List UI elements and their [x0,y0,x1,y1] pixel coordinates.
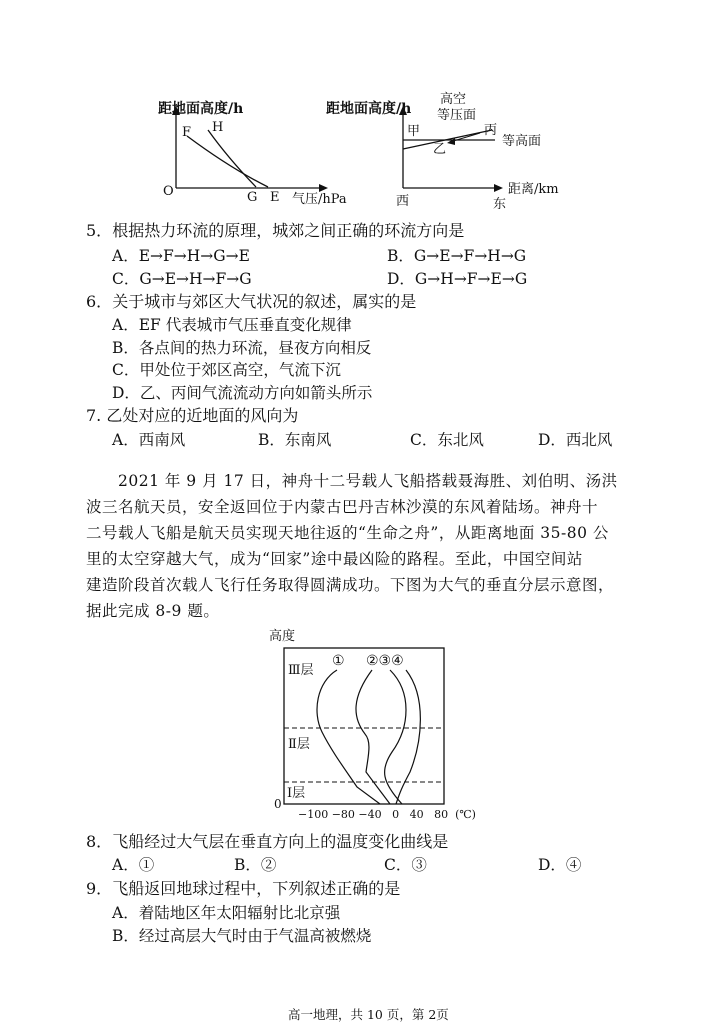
fig1-right-y-label: 距地面高度/h [326,101,412,117]
label-contour: 等高面 [502,134,542,149]
curve-234-label: ②③④ [366,653,404,669]
point-bing: 丙 [484,123,498,138]
q6-number: 6． [86,292,113,311]
point-e: E [270,190,280,205]
layer-3-label: Ⅲ层 [288,663,314,678]
label-high-altitude: 高空 [440,92,467,107]
label-isobar: 等压面 [437,108,477,123]
q7-option-c: C．东北风 [410,431,484,449]
q6-option-c: C．甲处位于郊区高空，气流下沉 [112,361,341,379]
layer-2-label: Ⅱ层 [288,737,310,752]
layer-1-label: Ⅰ层 [287,786,306,801]
fig1-right-x-label: 距离/km [508,182,559,197]
fig2-x-ticks: −100 −80 −40 0 40 80 (℃) [298,808,476,821]
fig1-left-y-label: 距地面高度/h [158,101,244,117]
question-9 [86,876,400,899]
point-f: F [182,125,192,140]
fig2-origin: 0 [274,797,282,811]
q7-option-d: D．西北风 [538,431,613,449]
question-7 [86,403,298,426]
q5-option-c: C．G→E→H→F→G [112,270,252,288]
q9-option-a: A．着陆地区年太阳辐射比北京强 [112,904,341,922]
q9-stem: 飞船返回地球过程中，下列叙述正确的是 [112,879,401,898]
label-east: 东 [493,197,507,212]
q8-option-b: B．② [234,856,277,874]
q5-option-a: A．E→F→H→G→E [112,247,250,265]
q7-option-b: B．东南风 [258,431,332,449]
passage-line-3: 二号载人飞船是航天员实现天地往返的“生命之舟”，从距离地面 35-80 公 [86,524,609,542]
point-jia: 甲 [407,124,421,139]
q5-option-b: B．G→E→F→H→G [387,247,527,265]
page-footer: 高一地理，共 10 页，第 2页 [288,1007,449,1022]
q6-option-b: B．各点间的热力环流，昼夜方向相反 [112,339,372,357]
q7-option-a: A．西南风 [112,431,186,449]
q5-option-d: D．G→H→F→E→G [387,270,528,288]
passage-line-5: 建造阶段首次载人飞行任务取得圆满成功。下图为大气的垂直分层示意图， [86,576,615,594]
q8-option-a: A．① [112,856,155,874]
q9-option-b: B．经过高层大气时由于气温高被燃烧 [112,927,372,945]
question-8 [86,829,448,852]
q9-number: 9． [86,879,113,898]
label-west: 西 [396,194,410,209]
q6-option-d: D．乙、丙间气流流动方向如箭头所示 [112,384,373,402]
q8-stem: 飞船经过大气层在垂直方向上的温度变化曲线是 [112,832,449,851]
fig1-left-x-label: 气压/hPa [292,192,347,207]
passage-line-4: 里的太空穿越大气，成为“回家”途中最凶险的路程。至此，中国空间站 [86,550,583,568]
fig1-left-origin: O [163,184,174,199]
q5-stem: 根据热力环流的原理，城郊之间正确的环流方向是 [112,221,465,240]
curve-1-label: ① [332,653,345,669]
q5-number: 5． [86,221,113,240]
question-5 [86,218,464,241]
point-yi: 乙 [433,142,447,157]
point-g: G [247,190,258,205]
q8-number: 8． [86,832,113,851]
question-6 [86,289,416,312]
passage-line-1: 2021 年 9 月 17 日，神舟十二号载人飞船搭载聂海胜、刘伯明、汤洪 [118,472,618,490]
point-h: H [212,120,224,135]
passage-line-6: 据此完成 8-9 题。 [86,602,220,620]
q8-option-d: D．④ [538,856,582,874]
atmosphere-layers-diagram [262,622,482,822]
q7-number: 7. [86,406,102,425]
q6-stem: 关于城市与郊区大气状况的叙述，属实的是 [112,292,417,311]
q6-option-a: A．EF 代表城市气压垂直变化规律 [112,316,352,334]
pressure-diagrams [150,88,580,213]
q8-option-c: C．③ [384,856,427,874]
fig2-y-label: 高度 [269,629,296,644]
passage-line-2: 波三名航天员，安全返回位于内蒙古巴丹吉林沙漠的东风着陆场。神舟十 [86,498,599,516]
q7-stem: 乙处对应的近地面的风向为 [106,406,299,425]
